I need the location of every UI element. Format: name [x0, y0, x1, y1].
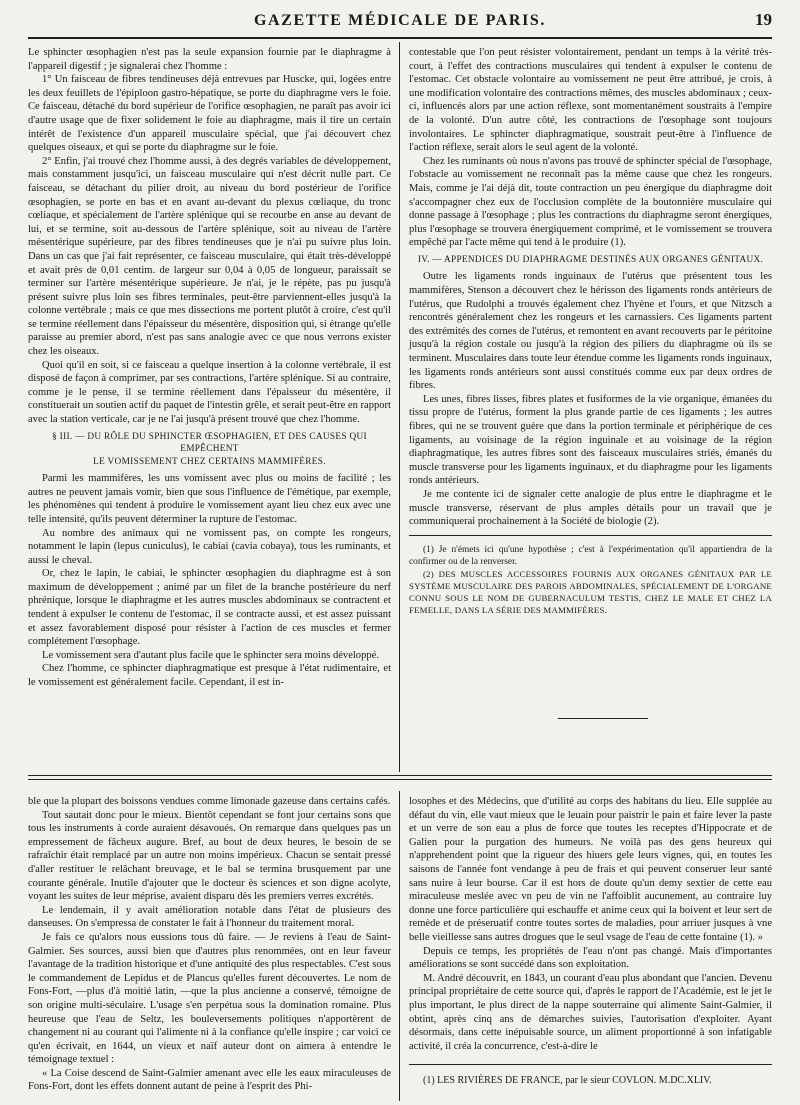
paragraph: ble que la plupart des boissons vendues comme limonade gazeuse dans certains cafés.	[28, 796, 391, 807]
paragraph: Depuis ce temps, les propriétés de l'eau n'ont pas changé. Mais d'importantes améliorations se sont succédé dans son exploitation.	[409, 945, 772, 971]
footnote: (2) DES MUSCLES ACCESSOIRES FOURNIS AUX ORGANES GÉNITAUX PAR LE SYSTÈME MUSCULAIRE DES PAROIS ABDOMINALES, SPÉCIALEMENT DE L'ORGANE CONNU SOUS LE NOM DE GUBERNACULUM TESTIS, CHEZ LE MALE ET CHEZ LA FEMELLE, DANS LA SÉRIE DES MAMMIFÈRES.	[409, 568, 772, 615]
masthead-rule	[28, 37, 772, 39]
paragraph: losophes et des Médecins, que d'utilité au corps des habitans du lieu. Elle supplée au défaut du vin, elle vaut mieux que le leuain pour paistrir le pain et faire lever la paste et un verre de son eau a plus de force que toutes les receptes d'Hippocrate et de Galien pour la purgation des humeurs. Ne voilà pas des gens heureux qui n'apprehendent point que la rigueur des hiuers gele leurs vignes, qui, en toutes les saisons de l'année font vendange à peu de frais et qui peuvent conseruer leur santé sans nuire à leur bourse. Car il est hors de doute qu'un demy sextier de cette eau miraculeuse meslée avec vn peu de vin ne l'affoiblit aucunement, au contraire luy donne une force particulière qui eschauffe et anime ceux qui la boivent et leur sert de remède et de préseruatif contre toutes sortes de maladies, pour arriuer jusques à vne belle vieillesse sans autres drogues que le seul vsage de l'eau de cette fontaine (1). »	[409, 796, 772, 943]
upper-left-column	[28, 46, 391, 768]
paragraph: Chez l'homme, ce sphincter diaphragmatique est presque à l'état rudimentaire, et le vomissement est généralement facile. Cependant, il est in-	[28, 663, 391, 689]
paragraph: Au nombre des animaux qui ne vomissent pas, on compte les rongeurs, notamment le lapin (lepus cuniculus), le cabiai (cavia cobaya), tous les ruminants, et aussi le cheval.	[28, 527, 391, 566]
paragraph: Or, chez le lapin, le cabiai, le sphincter œsophagien du diaphragme est à son maximum de développement ; animé par un filet de la branche postérieure du nerf phrénique, lorsque le diaphragme et les autres muscles abdominaux se contractent et tendent à expulser le contenu de l'estomac, il se contracte aussi, et est assez puissant et assez favorablement disposé pour résister à l'action de ces muscles et fermer complétement l'œsophage.	[28, 568, 391, 648]
lower-left-column	[28, 795, 391, 1100]
paragraph: Quoi qu'il en soit, si ce faisceau a quelque insertion à la colonne vertébrale, il est disposé de façon à comprimer, par ses contractions, l'artère splénique. Si au contraire, comme je le pense, il se termine réellement dans l'épaisseur du mésentère, il constituerait un soutien actif du paquet de l'intestin grêle, et serait peut-être en rapport avec la station verticale, car je ne l'ai jusqu'à présent trouvé que chez l'homme.	[28, 359, 391, 426]
footnote: (1) Je n'émets ici qu'une hypothèse ; c'est à l'expérimentation qu'il appartiendra de la confirmer ou de la renverser.	[409, 544, 772, 567]
paragraph: Parmi les mammifères, les uns vomissent avec plus ou moins de facilité ; les autres ne peuvent jamais vomir, bien que sous l'influence de l'émétique, par exemple, les phénomènes qui tendent à produire le vomissement ayant lieu chez eux avec une telle intensité, qu'ils peuvent déterminer la rupture de l'estomac.	[28, 473, 391, 525]
section-heading-iii	[28, 431, 391, 469]
lower-right-column	[409, 795, 772, 1065]
upper-right-column	[409, 46, 772, 615]
paragraph: Je me contente ici de signaler cette analogie de plus entre le diaphragme et le muscle transverse, réservant de plus amples détails pour un travail que je communiquerai prochainement à la Société de biologie (2).	[409, 488, 772, 528]
section-heading-iv: IV. — APPENDICES DU DIAPHRAGME DESTINÉS AUX ORGANES GÉNITAUX.	[417, 254, 764, 265]
paragraph: Je fais ce qu'alors nous eussions tous dû faire. — Je reviens à l'eau de Saint-Galmier. Ses sources, aussi bien que d'autres plus renommées, ont en leur faveur l'avantage de la tradition historique et d'une antiquité des plus respectables. C'est sous le commandement de Lepidus et de Plancus qu'elles furent découvertes. Le nom de Fons-Fort, —plus d'à moitié latin, —que la plus ancienne a conservé, témoigne de son origine multi-séculaire. L'usage s'en perpétua sous la domination romaine. Plus heureuse que l'eau de Seltz, les bouleversements politiques n'apportèrent de changement ni au courant qui l'alimente ni à la confiance qu'elle inspire ; car voici ce qu'en écrivait, en 1644, un vieux et naïf auteur dont on aimera à entendre le témoignage textuel :	[28, 931, 391, 1066]
paragraph: Outre les ligaments ronds inguinaux de l'utérus que présentent tous les mammifères, Stenson a découvert chez le hérisson des ligaments ronds antérieurs de l'utérus, que Rudolphi a trouvés également chez l'hyène et l'ours, et que Nitzsch a rencontrés généralement chez les rongeurs et les carnassiers. Ces ligaments partent des extrémités des cornes de l'utérus, et remontent en avant recouverts par le péritoine jusqu'à la région costale ou jusqu'à la région des piliers du diaphragme où ils se terminent. Musculaires dans toute leur étendue comme les ligaments ronds inguinaux, les ligaments ronds antérieurs sont aussi constitués comme eux par deux ordres de fibres.	[409, 271, 772, 392]
footnote-rule	[409, 1064, 772, 1065]
column-divider	[399, 42, 400, 772]
paragraph: « La Coise descend de Saint-Galmier amenant avec elle les eaux miraculeuses de Fons-Fort, dont les effets donnent autant de peine à l'esprit des Phi-	[28, 1067, 391, 1093]
paragraph: Tout sautait donc pour le mieux. Bientôt cependant se font jour certains sons que tous les instruments à corde auraient désavoués. On remarque dans quelques pas un empressement de fâcheux augure. Bref, au bout de deux heures, le besoin de se rafraîchir était remplacé par un autre non moins impérieux. Chacun se sentait pressé d'aller restituer le relâchant breuvage, et le bal se termina brusquement par une courante générale. Inutile d'ajouter que le docteur ès sciences et son digne acolyte, voyant les suites de leur méprise, avaient disparu dès les premiers verres excrétés.	[28, 809, 391, 903]
paragraph: Chez les ruminants où nous n'avons pas trouvé de sphincter spécial de l'œsophage, l'obstacle au vomissement ne reconnaît pas la même cause que chez les rongeurs. Mais, comme je l'ai déjà dit, toute contraction un peu énergique du diaphragme doit s'accompagner chez eux de l'occlusion complète de la boutonnière musculaire qui donne passage à l'œsophage ; plus les contractions du diaphragme seront énergiques, plus l'œsophage se trouvera énergiquement comprimé, et le vomissement se trouvera empêché par l'acte même qui tend à le produire (1).	[409, 155, 772, 249]
section-heading-line: LE VOMISSEMENT CHEZ CERTAINS MAMMIFÈRES.	[93, 456, 326, 467]
journal-title: GAZETTE MÉDICALE DE PARIS.	[253, 12, 546, 29]
paragraph: 2° Enfin, j'ai trouvé chez l'homme aussi, à des degrés variables de développement, mais constamment jusqu'ici, un faisceau musculaire qui n'est décrit nulle part. Ce faisceau, se détachant du pilier droit, au niveau du bord postérieur de l'orifice œsophagien, se porte en bas et en avant au-devant du plexus cœliaque, du tronc cœliaque, et spécialement de l'artère splénique qui se recourbe en anse au devant de lui, et se termine, soit au-dessous de l'artère splénique, soit au niveau de l'artère mésentérique supérieure, par des fibres tendineuses que je n'ai pu suivre plus loin. Dans un cas que j'ai fait représenter, ce faisceau musculaire, qui était très-développé et avait près de 0,01 centim. de largeur sur 0,04 à 0,05 de longueur, paraissait se terminer sur l'artère mésentérique supérieure. Je n'ai, je le répète, pas pu jusqu'à présent suivre plus loin ses fibres terminales, peut-être parviennent-elles jusqu'à la colonne vertébrale ; mais ce que mes dissections me portent plutôt à croire, c'est qu'il se termine réellement dans l'épaisseur du mésentère, disposition qui, si étrange qu'elle paraisse au premier abord, n'est pas sans analogie avec ce que nous verrons exister chez les oiseaux.	[28, 155, 391, 358]
paragraph: 1° Un faisceau de fibres tendineuses déjà entrevues par Huscke, qui, logées entre les deux feuillets de l'épiploon gastro-hépatique, se porte du diaphragme vers le foie. Ce faisceau, détaché du bord supérieur de l'orifice œsophagien, ne paraît pas avoir ici d'autre usage que de fixer solidement le foie au diaphragme, mais il tire un certain intérêt de l'existence d'un appareil musculaire spécial, que j'ai découvert chez quelques oiseaux, et qui se porte du diaphragme sur le foie.	[28, 74, 391, 154]
paragraph: Les unes, fibres lisses, fibres plates et fusiformes de la vie organique, émanées du tissu propre de l'utérus, forment la plus grande partie de ces ligaments ; les autres fibres, qui ne se trouvent guère que dans la portion terminale et périphérique de ces ligaments, au voisinage de la région inguinale et au voisinage de la région diaphragmatique, les autres fibres sont des faisceaux musculaires striés, émanés du muscle transverse pour les ligaments inguinaux, et du diaphragme pour les ligaments ronds antérieurs.	[409, 393, 772, 487]
feuilleton-divider	[28, 775, 772, 780]
paragraph: Le sphincter œsophagien n'est pas la seule expansion fournie par le diaphragme à l'appareil digestif ; je signalerai chez l'homme :	[28, 47, 391, 72]
footnote-rule	[409, 535, 772, 536]
paragraph: Le vomissement sera d'autant plus facile que le sphincter sera moins développé.	[42, 649, 379, 661]
column-divider	[399, 791, 400, 1101]
paragraph: M. André découvrit, en 1843, un courant d'eau plus abondant que l'ancien. Devenu principal propriétaire de cette source qui, d'après le rapport de l'Académie, est le jet le plus important, le plus direct de la nappe souterraine qui alimente Saint-Galmier, il obtint, après cinq ans de démarches suivies, l'autorisation d'exploiter. Ayant désormais, dans cette inépuisable source, un aliment proportionné à son infatigable activité, il créa la concurrence, c'est-à-dire le	[409, 972, 772, 1052]
paragraph: Le lendemain, il y avait amélioration notable dans l'état de plusieurs des danseuses. On s'empressa de constater le fait à l'honneur du traitement moral.	[28, 904, 391, 930]
short-rule	[558, 718, 648, 719]
paragraph: contestable que l'on peut résister volontairement, pendant un temps à la vérité très-court, à l'effet des contractions musculaires qui tendent à expulser le contenu de l'estomac. Cet obstacle volontaire au vomissement ne peut être attribué, je crois, à une modification volontaire des contractions mêmes, des muscles abdominaux ; ceux-ci, influencés alors par une action réflexe, sont momentanément soustraits à l'empire de la volonté. D'un autre côté, les contractions de l'œsophage sont toujours involontaires. Le sphincter diaphragmatique, soustrait peut-être à l'influence de l'action réflexe, serait alors le seul agent de la volonté.	[409, 47, 772, 154]
masthead	[28, 10, 772, 32]
page-number: 19	[755, 10, 772, 29]
section-heading-line: § III. — DU RÔLE DU SPHINCTER ŒSOPHAGIEN, ET DES CAUSES QUI EMPÊCHENT	[52, 431, 367, 455]
footnote: (1) LES RIVIÈRES DE FRANCE, par le sieur COVLON. M.DC.XLIV.	[423, 1075, 712, 1086]
